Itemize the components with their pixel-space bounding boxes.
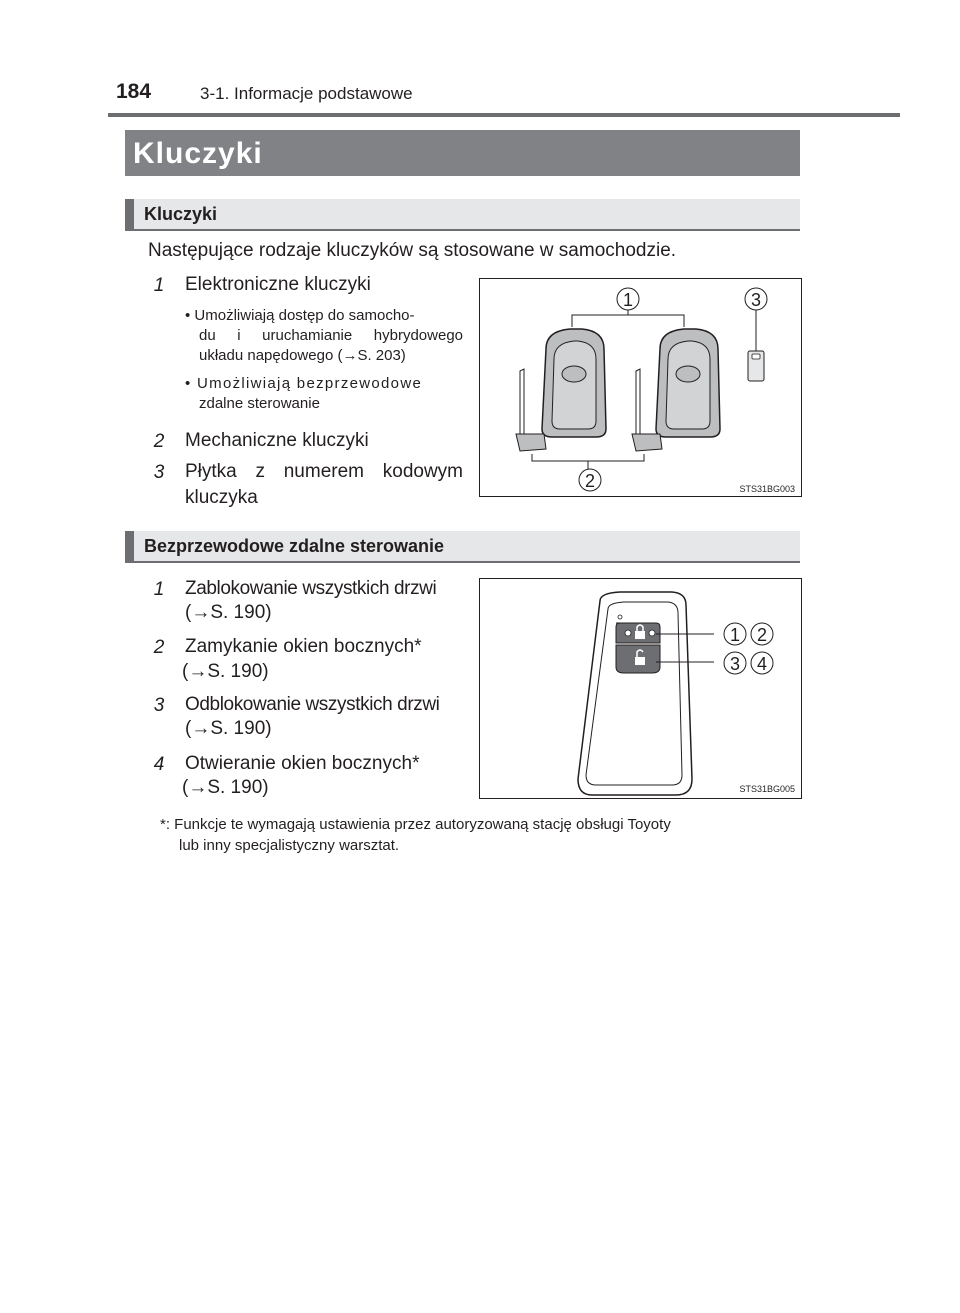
item-lock-doors: Zablokowanie wszystkich drzwi: [185, 578, 437, 599]
callout-label: 2: [584, 471, 596, 491]
header-rule: [108, 113, 900, 117]
item-number: 3: [153, 695, 165, 716]
callout-label: 3: [750, 290, 762, 310]
item-ref: (→S. 190): [182, 661, 269, 682]
keys-section-heading-bar: [125, 199, 800, 231]
item-number: 1: [153, 275, 165, 296]
item-electronic-keys: Elektroniczne kluczyki: [185, 274, 371, 295]
page-number: 184: [116, 80, 152, 103]
item-mechanical-keys: Mechaniczne kluczyki: [185, 430, 369, 451]
footnote: [160, 814, 800, 856]
item-number: 1: [153, 579, 165, 600]
bullet-line: du i uruchamianie hybrydowego: [199, 327, 463, 344]
bullet-line: • Umożliwiają dostęp do samocho-: [185, 307, 415, 324]
remote-illustration: [480, 579, 801, 798]
callout-label: 1: [622, 290, 634, 310]
item-key-number-plate: [185, 459, 463, 511]
keys-section-heading: Kluczyki: [144, 204, 218, 224]
callout-label: 2: [756, 625, 768, 645]
keys-figure: [479, 278, 802, 497]
figure-code: STS31BG005: [739, 784, 795, 794]
item-line: kluczyka: [185, 487, 258, 508]
page-title-bar: [125, 130, 800, 176]
mechanical-key-icon: [636, 369, 640, 434]
lock-icon: [635, 631, 645, 639]
keys-illustration: [480, 279, 801, 496]
item-ref: (→S. 190): [185, 602, 272, 623]
remote-section-heading-bar: [125, 531, 800, 563]
section-path: 3-1. Informacje podstawowe: [200, 84, 413, 103]
footnote-line: *: Funkcje te wymagają ustawienia przez autoryzowaną stację obsługi Toyoty: [160, 816, 671, 833]
callout-label: 1: [729, 625, 741, 645]
item-line: Płytka z numerem kodowym: [185, 461, 463, 482]
item-number: 3: [153, 462, 165, 483]
bullet-line: układu napędowego (→S. 203): [199, 347, 406, 364]
remote-fob-icon: [578, 592, 692, 795]
bullet-remote: [185, 374, 463, 414]
bullet-access: [185, 306, 463, 366]
page-title: Kluczyki: [133, 137, 263, 170]
item-close-windows: Zamykanie okien bocznych*: [185, 636, 422, 657]
item-number: 2: [153, 637, 165, 658]
unlock-icon: [635, 657, 645, 665]
bullet-line: • Umożliwiają bezprzewodowe: [185, 375, 423, 392]
footnote-line: lub inny specjalistyczny warsztat.: [179, 837, 400, 854]
item-open-windows: Otwieranie okien bocznych*: [185, 753, 420, 774]
item-number: 4: [153, 754, 165, 775]
figure-code: STS31BG003: [739, 484, 795, 494]
remote-section-heading: Bezprzewodowe zdalne sterowanie: [144, 536, 445, 556]
item-ref: (→S. 190): [185, 718, 272, 739]
item-unlock-doors: Odblokowanie wszystkich drzwi: [185, 694, 440, 715]
item-ref: (→S. 190): [182, 777, 269, 798]
item-number: 2: [153, 431, 165, 452]
remote-figure: [479, 578, 802, 799]
bullet-line: zdalne sterowanie: [199, 395, 320, 412]
keys-intro: Następujące rodzaje kluczyków są stosowane w samochodzie.: [148, 240, 677, 261]
mechanical-key-icon: [520, 369, 524, 434]
callout-label: 4: [756, 654, 768, 674]
callout-label: 3: [729, 654, 741, 674]
